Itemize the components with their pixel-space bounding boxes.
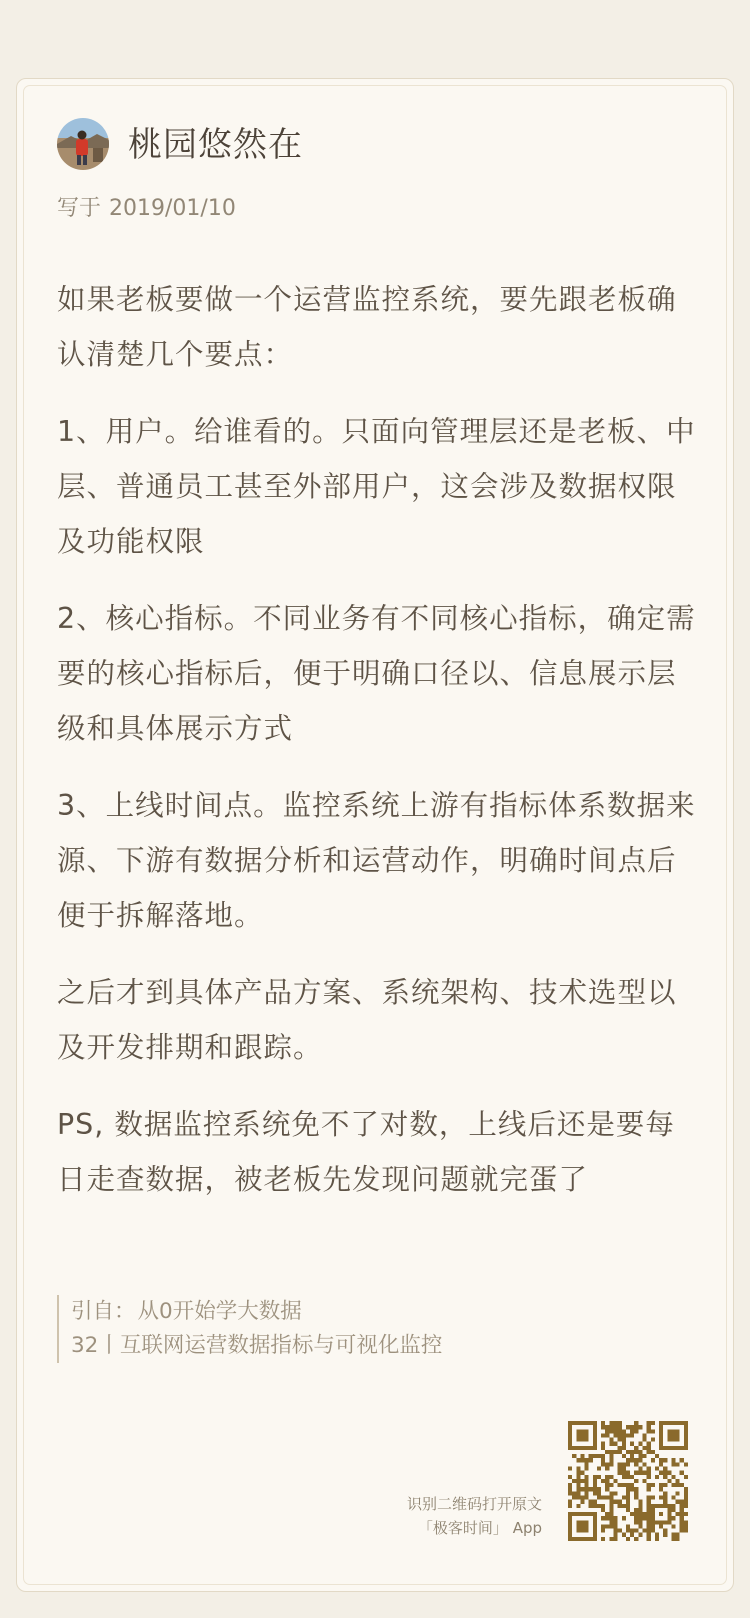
post-date: 2019/01/10	[109, 196, 236, 221]
paragraph-next-steps: 之后才到具体产品方案、系统架构、技术选型以及开发排期和跟踪。	[57, 976, 677, 1064]
source-course-line	[71, 1295, 442, 1329]
author-name[interactable]: 桃园悠然在	[128, 125, 303, 165]
date-label: 写于	[57, 196, 102, 221]
paragraph-ps: PS, 数据监控系统免不了对数，上线后还是要每日走查数据，被老板先发现问题就完蛋了	[57, 1108, 675, 1196]
note-content	[57, 272, 697, 1229]
paragraph-point-2: 2、核心指标。不同业务有不同核心指标，确定需要的核心指标后，便于明确口径以、信息展示层级和具体展示方式	[57, 602, 696, 745]
date-row	[57, 194, 236, 224]
avatar-photo-icon	[57, 118, 109, 170]
qr-caption-line2: 「极客时间」 App	[417, 1519, 542, 1537]
source-quote[interactable]	[57, 1295, 442, 1363]
qr-caption	[407, 1492, 542, 1540]
source-course: 从0开始学大数据	[137, 1299, 302, 1324]
qr-code-icon[interactable]	[568, 1421, 688, 1541]
avatar[interactable]	[57, 118, 109, 170]
source-label: 引自：	[71, 1299, 136, 1324]
paragraph-intro: 如果老板要做一个运营监控系统，要先跟老板确认清楚几个要点：	[57, 283, 677, 371]
paragraph-point-1: 1、用户。给谁看的。只面向管理层还是老板、中层、普通员工甚至外部用户，这会涉及数据权限及功能权限	[57, 415, 696, 558]
source-chapter: 32丨互联网运营数据指标与可视化监控	[71, 1333, 443, 1358]
qr-caption-line1: 识别二维码打开原文	[406, 1495, 542, 1513]
paragraph-point-3: 3、上线时间点。监控系统上游有指标体系数据来源、下游有数据分析和运营动作，明确时间点后便于拆解落地。	[57, 789, 696, 932]
